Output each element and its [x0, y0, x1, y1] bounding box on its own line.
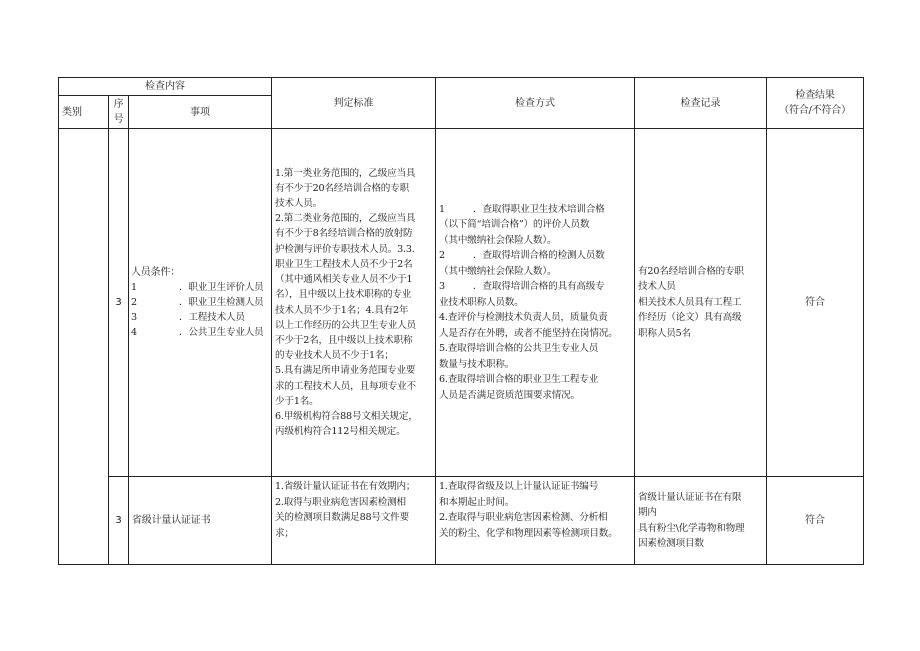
record-cell: [635, 129, 767, 477]
method-line: 3 ．查取得培训合格的具有高级专: [439, 281, 605, 293]
criteria-line: 5.具有满足所申请业务范围专业要: [275, 365, 416, 377]
method-line: 1 ．查取得职业卫生技术培训合格: [439, 203, 605, 215]
criteria-cell: [272, 129, 436, 477]
header-criteria: 判定标准: [272, 78, 436, 129]
record-line: 因素检测项目数: [638, 538, 704, 549]
criteria-line: 有不少于8名经培训合格的放射防: [275, 228, 413, 240]
row-seq: 3: [109, 477, 129, 565]
criteria-line: 技术人员。: [275, 198, 322, 210]
method-line: 关的粉尘、化学和物理因素等检测项目数。: [439, 527, 618, 539]
category-cell: [59, 129, 109, 565]
criteria-line: 护检测与评价专职技术人员。3.3.: [275, 243, 415, 255]
method-cell: [436, 129, 635, 477]
criteria-line: 职业卫生工程技术人员不少于2名: [275, 258, 413, 270]
header-record: 检查记录: [635, 78, 767, 129]
criteria-line: 关的检测项目数满足88号文件要: [275, 512, 409, 523]
result-cell: 符合: [767, 129, 864, 477]
method-line: （其中缴纳社会保险人数）。: [439, 265, 557, 277]
method-line: 2.查取得与职业病危害因素检测、分析相: [439, 512, 608, 523]
record-cell: [635, 477, 767, 565]
method-line: 数量与技术职称。: [439, 358, 515, 370]
criteria-line: 有不少于20名经培训合格的专职: [275, 182, 409, 194]
method-line: 5.查取得培训合格的公共卫生专业人员: [439, 343, 599, 355]
inspection-table: [58, 77, 864, 565]
header-seq: [109, 96, 129, 129]
header-method: 检查方式: [436, 78, 635, 129]
criteria-line: （其中通风相关专业人员不少于1: [275, 274, 413, 286]
criteria-line: 名），且中级以上技术职称的专业: [275, 289, 412, 301]
list-item: 1 ．职业卫生评价人员: [131, 282, 264, 293]
item-title: 人员条件：: [131, 267, 180, 278]
criteria-line: 少于1名。: [275, 395, 319, 407]
method-line: 人员是否满足资质范围要求情况。: [439, 389, 580, 401]
header-item: 事项: [129, 96, 272, 129]
record-line: 省级计量认证证书在有限: [638, 491, 742, 503]
item-cell: [129, 129, 272, 477]
criteria-line: 1.第一类业务范围的，乙级应当具: [275, 167, 416, 179]
criteria-line: 1.省级计量认证证书在有效期内；: [275, 481, 416, 492]
list-item: 2 ．职业卫生检测人员: [131, 297, 264, 308]
criteria-line: 的专业技术人员不少于1名；: [275, 350, 394, 362]
list-item: 4 ．公共卫生专业人员: [131, 327, 264, 338]
result-cell: 符合: [767, 477, 864, 565]
header-result: [767, 78, 864, 129]
criteria-line: 6.甲级机构符合88号文相关规定，: [275, 410, 418, 422]
criteria-line: 2.第二类业务范围的，乙级应当具: [275, 213, 416, 225]
record-line: 职称人员5名: [638, 327, 691, 339]
header-seq-line1: 序: [113, 99, 124, 110]
method-line: （以下简“培训合格”）的评价人员数: [439, 219, 590, 231]
method-line: 4.查评价与检测技术负责人员，质量负责: [439, 312, 608, 324]
criteria-line: 不少于2名，且中级以上技术职称: [275, 334, 413, 346]
method-line: 业技术职称人员数。: [439, 296, 524, 308]
method-cell: [436, 477, 635, 565]
record-line: 有20名经培训合格的专职: [638, 265, 744, 277]
criteria-line: 丙级机构符合112号相关规定。: [275, 426, 406, 438]
table-row: [59, 129, 864, 477]
item-text: 省级计量认证证书: [132, 515, 211, 526]
method-line: 2 ．查取得培训合格的检测人员数: [439, 250, 605, 262]
record-line: 相关技术人员具有工程工: [638, 296, 742, 308]
item-cell: [129, 477, 272, 565]
table-row: [59, 477, 864, 565]
header-result-line1: 检查结果: [795, 90, 835, 101]
record-line: 期内: [638, 507, 657, 518]
method-line: 6.查取得培训合格的职业卫生工程专业: [439, 374, 599, 386]
method-line: 人是否存在外聘，或者不能坚持在岗情况。: [439, 327, 618, 339]
list-item: 3 ．工程技术人员: [131, 312, 245, 323]
header-seq-line2: 号: [113, 114, 124, 125]
header-category: 类别: [59, 96, 109, 129]
header-content-group: 检查内容: [59, 78, 272, 96]
criteria-line: 求的工程技术人员，且每项专业不: [275, 380, 416, 392]
criteria-line: 2.取得与职业病危害因素检测相: [275, 496, 406, 508]
record-line: 技术人员: [638, 281, 676, 293]
criteria-line: 技术人员不少于1名；4.具有2年: [275, 304, 409, 316]
criteria-line: 求；: [275, 527, 294, 539]
method-line: （其中缴纳社会保险人数）。: [439, 234, 557, 246]
record-line: 作经历（论文）具有高级: [638, 312, 742, 324]
criteria-line: 以上工作经历的公共卫生专业人员: [275, 319, 416, 331]
header-result-line2: （符合/不符合）: [779, 105, 851, 116]
row-seq: 3: [109, 129, 129, 477]
method-line: 1.查取得省级及以上计量认证证书编号: [439, 481, 599, 492]
record-line: 具有粉尘\化学毒物和物理: [638, 522, 745, 534]
method-line: 和本期起止时间。: [439, 496, 515, 508]
criteria-cell: [272, 477, 436, 565]
